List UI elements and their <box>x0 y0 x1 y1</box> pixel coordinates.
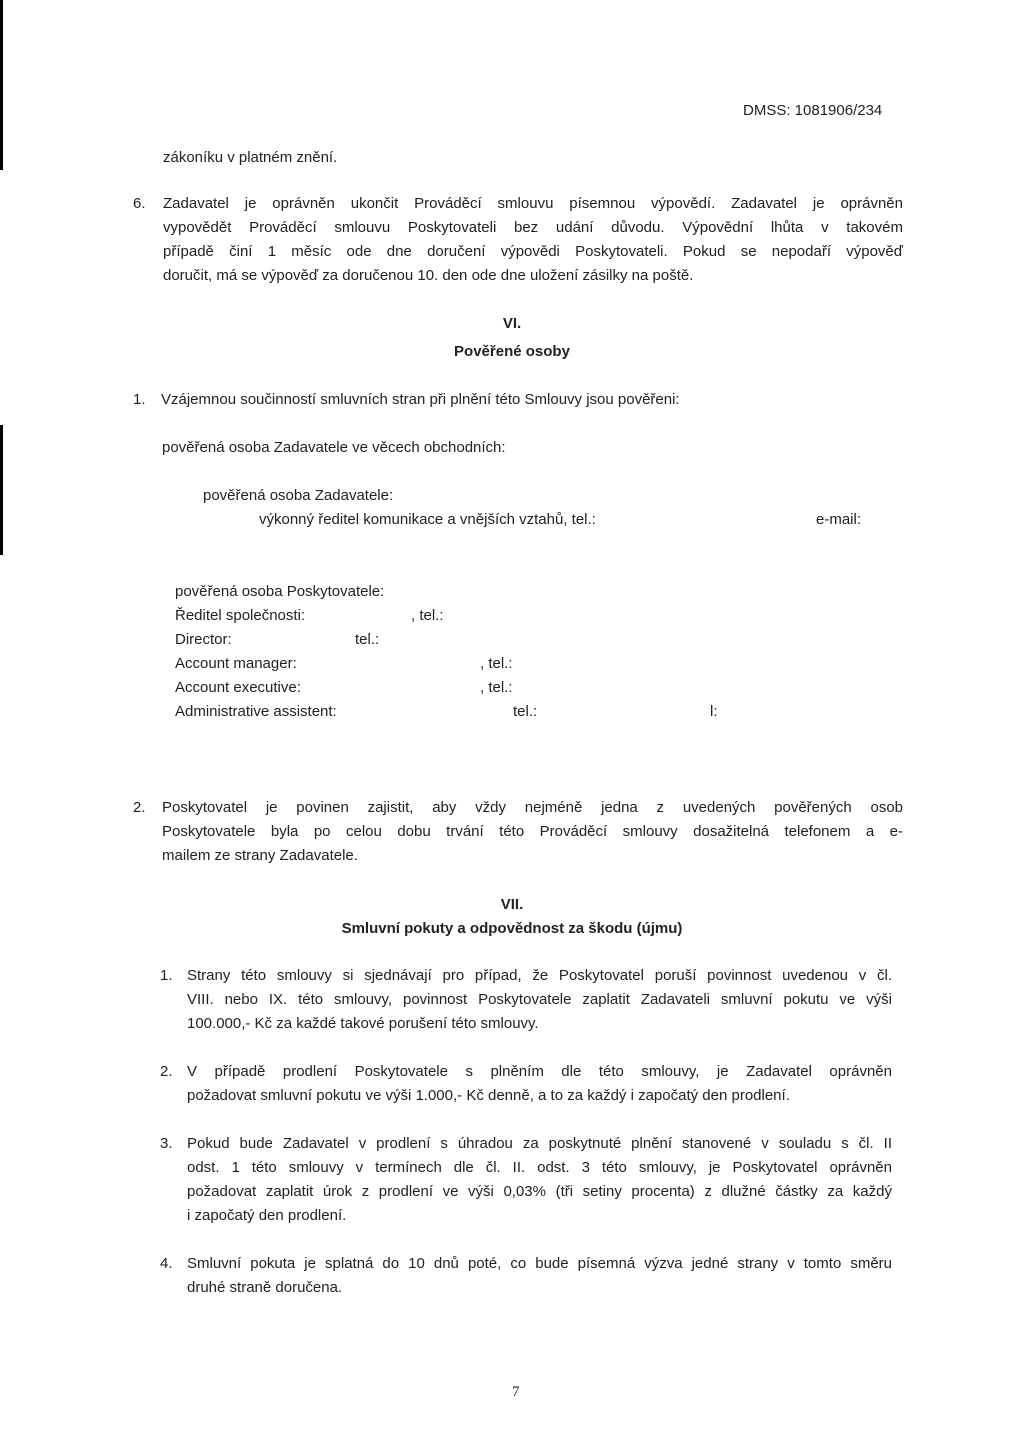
paragraph-number: 6. <box>133 195 146 212</box>
item-line: odst. 1 této smlouvy v termínech dle čl. II. odst. 3 této smlouvy, je Poskytovatel oprávněn <box>187 1159 892 1176</box>
item-line: mailem ze strany Zadavatele. <box>162 847 358 864</box>
intro-tail-text: zákoníku v platném znění. <box>163 149 338 166</box>
section-numeral: VII. <box>500 896 524 913</box>
item-line: VIII. nebo IX. této smlouvy, povinnost Poskytovatele zaplatit Zadavateli smluvní pokutu ve výši <box>187 991 892 1008</box>
item-number: 2. <box>160 1063 173 1080</box>
item-line: Pokud bude Zadavatel v prodlení s úhradou za poskytnuté plnění stanovené v souladu s čl. II <box>187 1135 892 1152</box>
zadavatel-person-label: pověřená osoba Zadavatele: <box>203 487 394 504</box>
item-line: Smluvní pokuta je splatná do 10 dnů poté, co bude písemná výzva jedné strany v tomto směru <box>187 1255 892 1272</box>
item-number: 1. <box>160 967 173 984</box>
item-number: 4. <box>160 1255 173 1272</box>
poskytovatel-heading: pověřená osoba Poskytovatele: <box>175 583 385 600</box>
contact-role: Account manager: <box>175 655 297 672</box>
item-number: 3. <box>160 1135 173 1152</box>
contact-tel-label: , tel.: <box>411 607 444 624</box>
scan-edge-mark <box>0 0 3 170</box>
section-title: Pověřené osoby <box>454 343 570 360</box>
zadavatel-email-label: e-mail: <box>816 511 862 528</box>
zadavatel-block-heading: pověřená osoba Zadavatele ve věcech obchodních: <box>162 439 506 456</box>
scan-edge-mark <box>0 425 3 555</box>
item-line: požadovat zaplatit úrok z prodlení ve výši 0,03% (tři setiny procenta) z dlužné částky za každý <box>187 1183 892 1200</box>
section-numeral: VI. <box>502 315 522 332</box>
item-line: Strany této smlouvy si sjednávají pro případ, že Poskytovatel poruší povinnost uvedenou v čl. <box>187 967 892 984</box>
section-title: Smluvní pokuty a odpovědnost za škodu (újmu) <box>341 920 683 937</box>
page-number: 7 <box>512 1384 520 1400</box>
zadavatel-role: výkonný ředitel komunikace a vnějších vztahů, tel.: <box>259 511 596 528</box>
contact-role: Ředitel společnosti: <box>175 607 306 624</box>
contact-role: Administrative assistent: <box>175 703 337 720</box>
item-line: druhé straně doručena. <box>187 1279 343 1296</box>
item-line: Poskytovatele byla po celou dobu trvání této Prováděcí smlouvy dosažitelná telefonem a e- <box>162 823 903 840</box>
contact-tel-label: tel.: <box>513 703 538 720</box>
item-line: Poskytovatel je povinen zajistit, aby vždy nejméně jedna z uvedených pověřených osob <box>162 799 903 816</box>
item-line: V případě prodlení Poskytovatele s plněním dle této smlouvy, je Zadavatel oprávněn <box>187 1063 892 1080</box>
contact-tel-label: , tel.: <box>480 655 513 672</box>
contact-tail-text: l: <box>710 703 718 720</box>
item-number: 2. <box>133 799 146 816</box>
paragraph-line: doručit, má se výpověď za doručenou 10. den ode dne uložení zásilky na poště. <box>163 267 694 284</box>
contact-tel-label: , tel.: <box>480 679 513 696</box>
contact-role: Director: <box>175 631 232 648</box>
item-number: 1. <box>133 391 146 408</box>
item-line: 100.000,- Kč za každé takové porušení této smlouvy. <box>187 1015 539 1032</box>
item-line: i započatý den prodlení. <box>187 1207 347 1224</box>
contact-role: Account executive: <box>175 679 301 696</box>
item-line: požadovat smluvní pokutu ve výši 1.000,- Kč denně, a to za každý i započatý den prodlení. <box>187 1087 790 1104</box>
document-reference: DMSS: 1081906/234 <box>743 102 883 119</box>
paragraph-line: vypovědět Prováděcí smlouvu Poskytovateli bez udání důvodu. Výpovědní lhůta v takovém <box>163 219 903 236</box>
paragraph-line: případě činí 1 měsíc ode dne doručení výpovědi Poskytovateli. Pokud se nepodaří výpověď <box>163 243 903 260</box>
paragraph-line: Zadavatel je oprávněn ukončit Prováděcí smlouvu písemnou výpovědí. Zadavatel je oprávněn <box>163 195 903 212</box>
item-text: Vzájemnou součinností smluvních stran při plnění této Smlouvy jsou pověřeni: <box>161 391 680 408</box>
contact-tel-label: tel.: <box>355 631 380 648</box>
